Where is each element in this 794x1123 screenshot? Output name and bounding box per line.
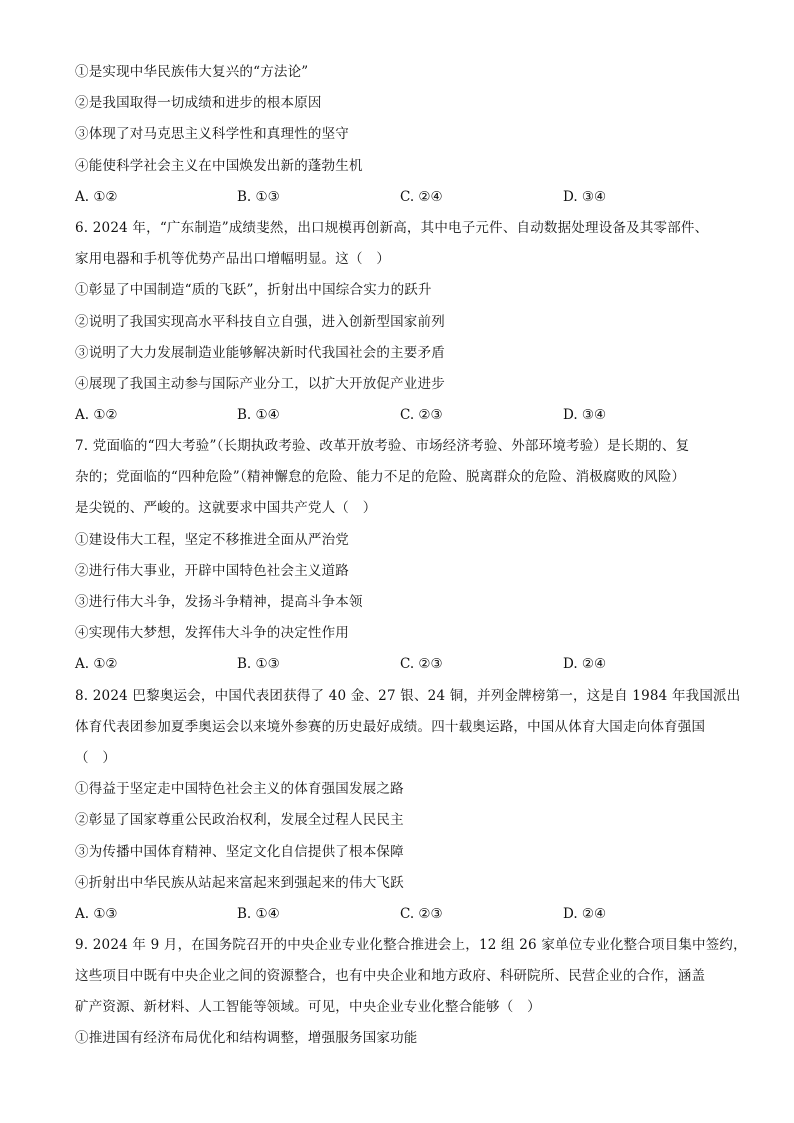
- q8-options: [75, 904, 775, 924]
- q6-option-b: B. ①④: [237, 407, 280, 423]
- q5-statement-2: ②是我国取得一切成绩和进步的根本原因: [75, 95, 322, 111]
- q6-option-c: C. ②③: [400, 407, 443, 423]
- q8-statement-1: ①得益于坚定走中国特色社会主义的体育强国发展之路: [75, 781, 404, 797]
- q9-stem-line-3: 矿产资源、新材料、人工智能等领域。可见，中央企业专业化整合能够（ ）: [75, 999, 541, 1015]
- q6-stem-line-2: 家用电器和手机等优势产品出口增幅明显。这（ ）: [75, 251, 391, 267]
- q7-stem-line-2: 杂的；党面临的“四种危险”（精神懈怠的危险、能力不足的危险、脱离群众的危险、消极腐败的风险）: [75, 469, 686, 485]
- q5-statement-3: ③体现了对马克思主义科学性和真理性的坚守: [75, 126, 349, 142]
- q9-stem-line-2: 这些项目中既有中央企业之间的资源整合，也有中央企业和地方政府、科研院所、民营企业的合作，涵盖: [75, 968, 706, 984]
- q7-options: [75, 654, 775, 674]
- q5-statement-4: ④能使科学社会主义在中国焕发出新的蓬勃生机: [75, 158, 363, 174]
- q7-stem-line-1: 7. 党面临的“四大考验”（长期执政考验、改革开放考验、市场经济考验、外部环境考验）是长期的、复: [75, 438, 690, 454]
- q7-statement-1: ①建设伟大工程，坚定不移推进全面从严治党: [75, 532, 349, 548]
- q6-option-d: D. ③④: [563, 407, 607, 423]
- q7-statement-2: ②进行伟大事业，开辟中国特色社会主义道路: [75, 563, 349, 579]
- q5-option-a: A. ①②: [75, 189, 118, 205]
- q6-statement-4: ④展现了我国主动参与国际产业分工，以扩大开放促产业进步: [75, 376, 445, 392]
- q6-statement-1: ①彰显了中国制造“质的飞跃”，折射出中国综合实力的跃升: [75, 282, 432, 298]
- q5-option-d: D. ③④: [563, 189, 607, 205]
- q7-statement-4: ④实现伟大梦想，发挥伟大斗争的决定性作用: [75, 625, 349, 641]
- q6-options: [75, 405, 775, 425]
- q7-stem-line-3: 是尖锐的、严峻的。这就要求中国共产党人（ ）: [75, 500, 377, 516]
- q8-option-b: B. ①④: [237, 906, 280, 922]
- q7-option-b: B. ①③: [237, 656, 280, 672]
- q8-statement-3: ③为传播中国体育精神、坚定文化自信提供了根本保障: [75, 844, 404, 860]
- q8-stem-line-2: 体育代表团参加夏季奥运会以来境外参赛的历史最好成绩。四十载奥运路，中国从体育大国走向体育强国: [75, 719, 706, 735]
- q6-stem-line-1: 6. 2024 年，“广东制造”成绩斐然，出口规模再创新高，其中电子元件、自动数据处理设备及其零部件、: [75, 220, 709, 236]
- q9-stem-line-1: 9. 2024 年 9 月，在国务院召开的中央企业专业化整合推进会上，12 组 26 家单位专业化整合项目集中签约，: [75, 937, 747, 953]
- q5-statement-1: ①是实现中华民族伟大复兴的“方法论”: [75, 64, 309, 80]
- q8-option-d: D. ②④: [563, 906, 607, 922]
- q7-statement-3: ③进行伟大斗争，发扬斗争精神，提高斗争本领: [75, 594, 363, 610]
- q7-option-a: A. ①②: [75, 656, 118, 672]
- q8-statement-2: ②彰显了国家尊重公民政治权利，发展全过程人民民主: [75, 812, 404, 828]
- q5-options: [75, 187, 775, 207]
- q8-option-c: C. ②③: [400, 906, 443, 922]
- q6-option-a: A. ①②: [75, 407, 118, 423]
- q6-statement-3: ③说明了大力发展制造业能够解决新时代我国社会的主要矛盾: [75, 345, 445, 361]
- q8-stem-line-3: （ ）: [75, 750, 117, 766]
- q8-statement-4: ④折射出中华民族从站起来富起来到强起来的伟大飞跃: [75, 875, 404, 891]
- q7-option-c: C. ②③: [400, 656, 443, 672]
- q5-option-b: B. ①③: [237, 189, 280, 205]
- q5-option-c: C. ②④: [400, 189, 443, 205]
- q8-stem-line-1: 8. 2024 巴黎奥运会，中国代表团获得了 40 金、27 银、24 铜，并列金牌榜第一，这是自 1984 年我国派出: [75, 688, 741, 704]
- q9-statement-1: ①推进国有经济布局优化和结构调整，增强服务国家功能: [75, 1030, 418, 1046]
- q8-option-a: A. ①③: [75, 906, 118, 922]
- q7-option-d: D. ②④: [563, 656, 607, 672]
- q6-statement-2: ②说明了我国实现高水平科技自立自强，进入创新型国家前列: [75, 314, 445, 330]
